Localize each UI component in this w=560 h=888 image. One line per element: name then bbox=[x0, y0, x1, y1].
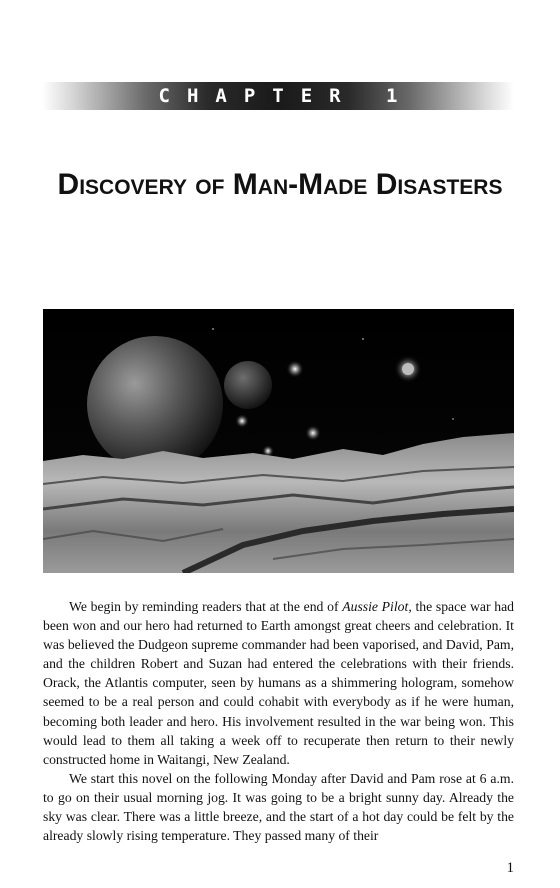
page-title: Discovery of Man-Made Disasters bbox=[57, 168, 503, 201]
paragraph-1-start: We begin by reminding readers that at the end of bbox=[69, 599, 343, 614]
space-illustration bbox=[43, 309, 514, 573]
body-text bbox=[43, 597, 514, 845]
book-title-emphasis: Aussie Pilot bbox=[342, 599, 409, 614]
paragraph-2: We start this novel on the following Monday after David and Pam rose at 6 a.m. to go on their usual morning jog. It was going to be a bright sunny day. Already the sky was clear. There was a little breeze, and the start of a hot day could be felt by the already slowly rising temperature. They passed many of their bbox=[43, 770, 514, 844]
planet-shape bbox=[87, 336, 223, 472]
page-number: 1 bbox=[506, 860, 514, 876]
chapter-label: CHAPTER 1 bbox=[158, 85, 415, 107]
paragraph-1 bbox=[43, 597, 514, 769]
chapter-header-band bbox=[42, 82, 514, 110]
paragraph-1-end: , the space war had been won and our hero had returned to Earth amongst great cheers and celebration. It was believed the Dudgeon supreme commander had been vaporised, and David, Pam, and the children Robert and Suzan had entered the celebrations with their friends. Orack, the Atlantis computer, seen by humans as a shimmering hologram, somehow seemed to be a real person and could cohabit with everybody as if he were human, becoming both leader and hero. His involvement resulted in the war being won. This would lead to them all taking a week off to recuperate then return to their newly constructed home in Waitangi, New Zealand. bbox=[43, 599, 514, 767]
moon-shape bbox=[224, 361, 272, 409]
space-scene-svg bbox=[43, 309, 514, 573]
